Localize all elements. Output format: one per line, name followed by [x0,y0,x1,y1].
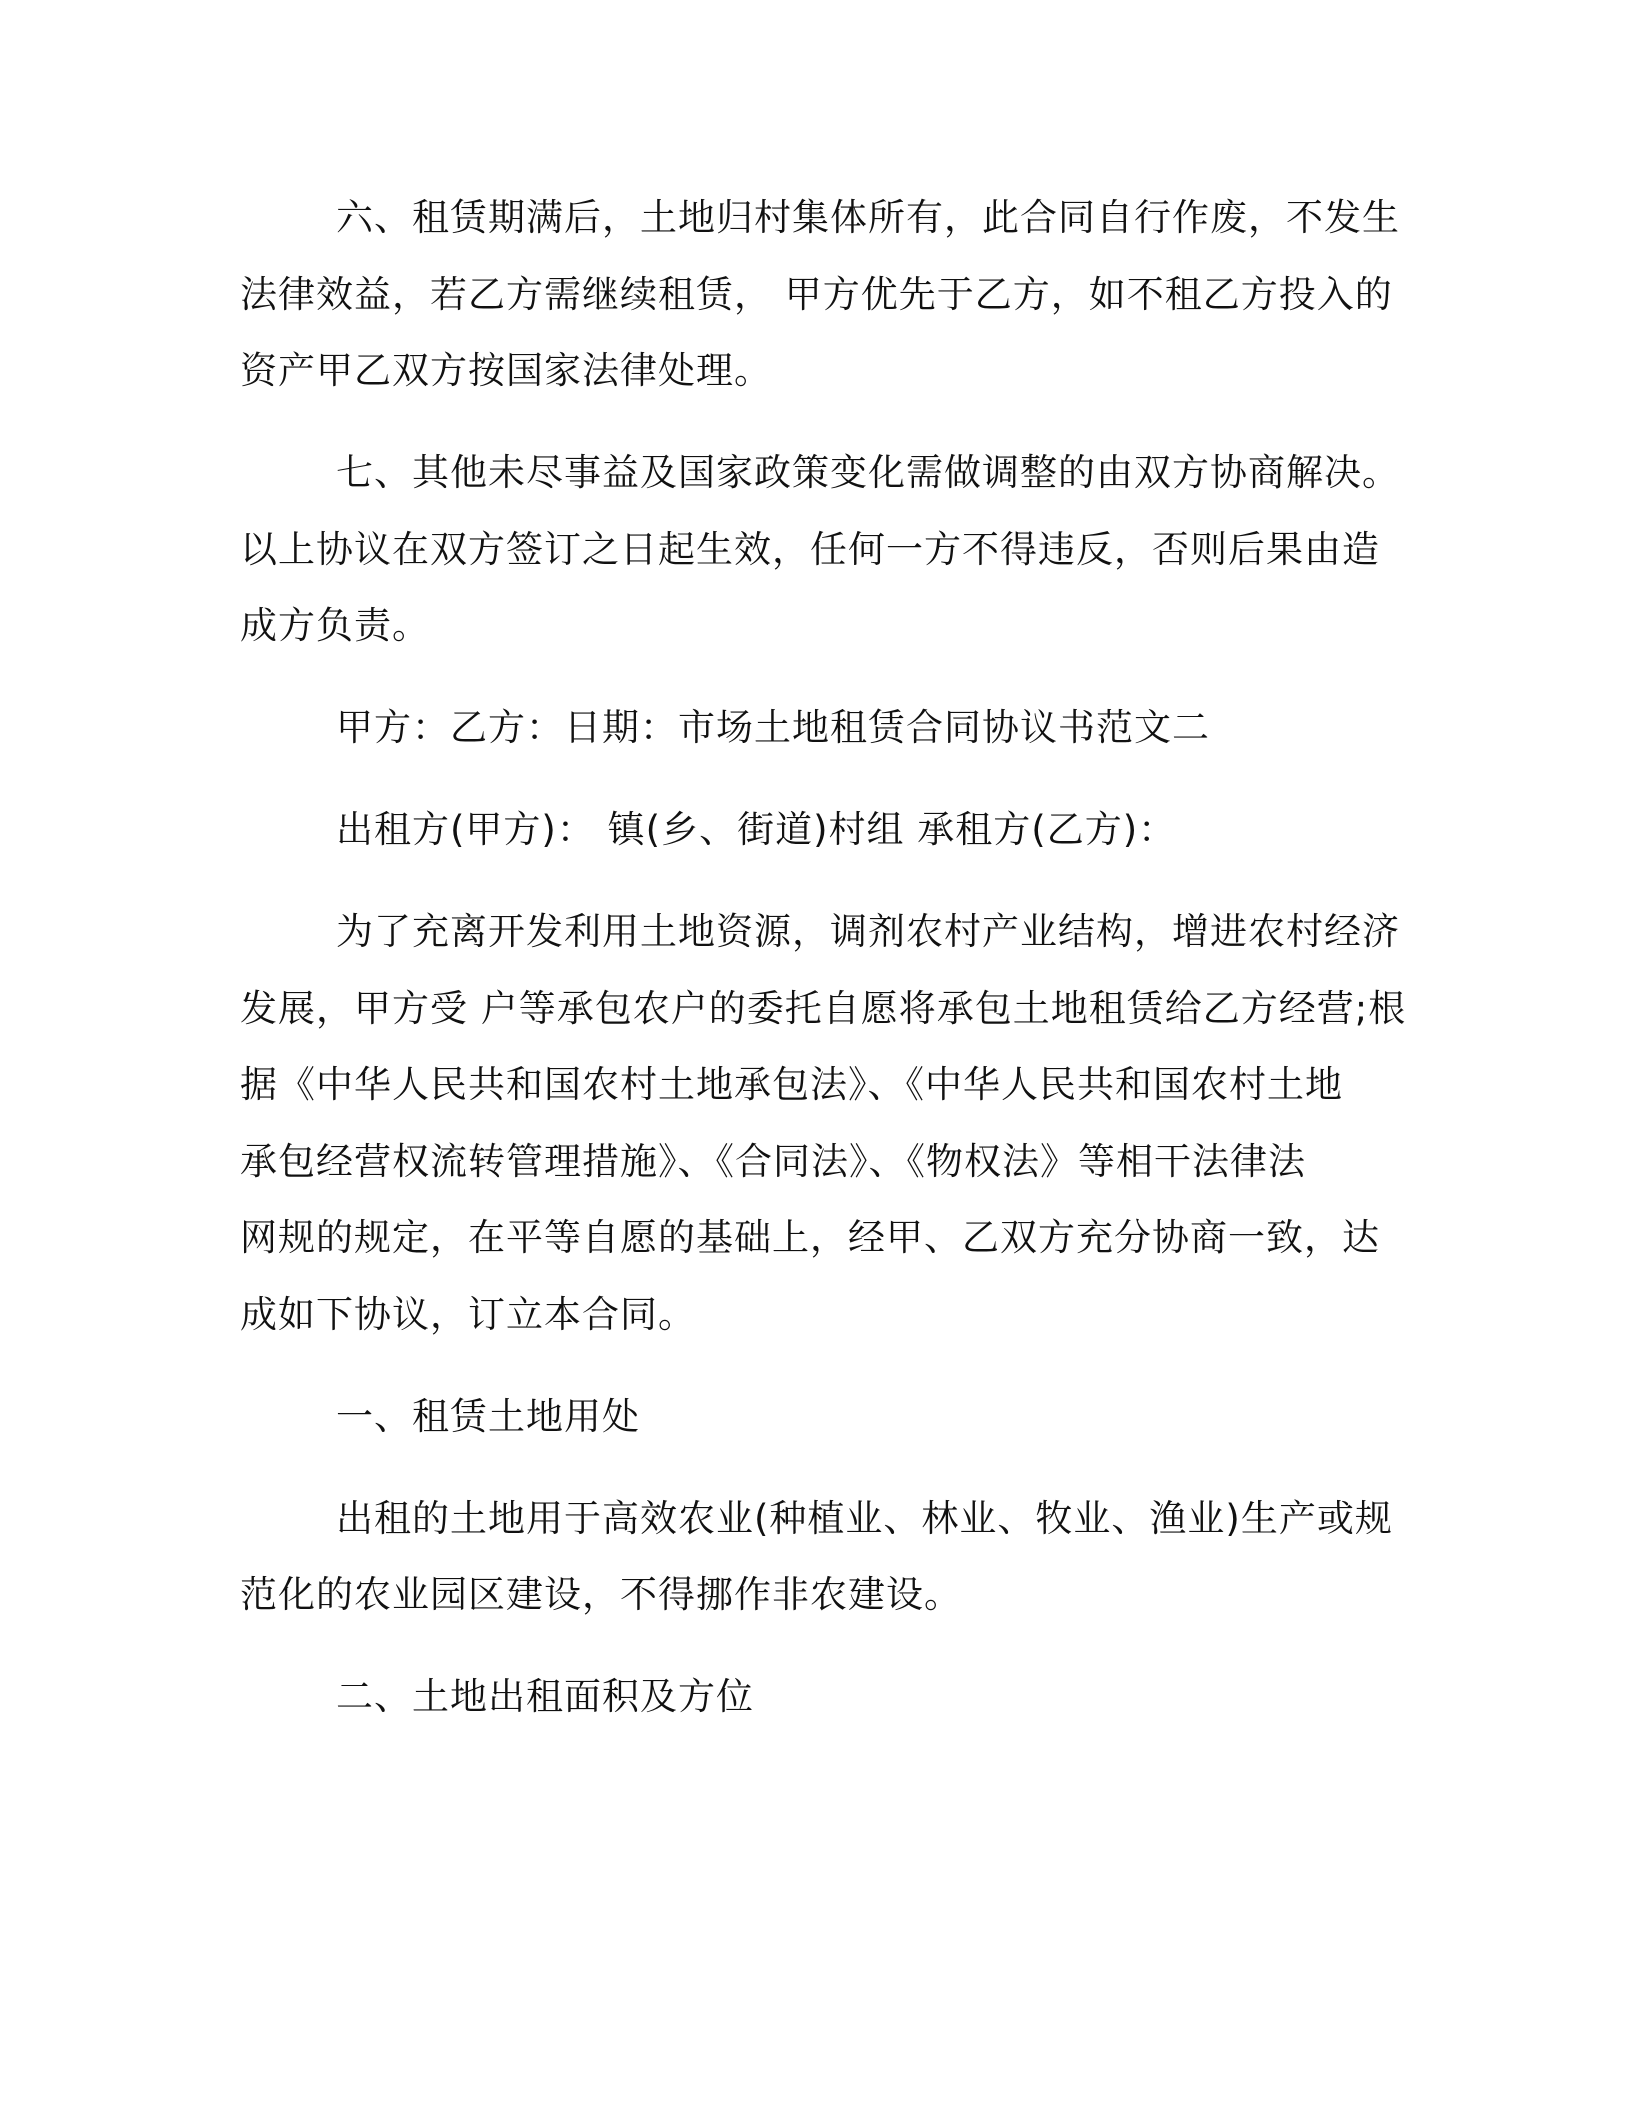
section-one-heading: 一、租赁土地用处 [336,1395,640,1438]
signature-line: 甲方：乙方：日期：市场土地租赁合同协议书范文二 [336,706,1210,749]
clause-seven-line-3: 成方负责。 [240,604,430,647]
clause-six-line-1: 六、租赁期满后，土地归村集体所有，此合同自行作废，不发生 [336,196,1400,239]
section-two-heading: 二、土地出租面积及方位 [336,1675,754,1718]
section-one-line-1: 出租的土地用于高效农业(种植业、林业、牧业、渔业)生产或规 [336,1497,1393,1540]
section-one-line-2: 范化的农业园区建设，不得挪作非农建设。 [240,1573,962,1616]
preamble-line-3: 据《中华人民共和国农村土地承包法》、《中华人民共和国农村土地 [240,1063,1343,1106]
preamble-line-5: 网规的规定，在平等自愿的基础上，经甲、乙双方充分协商一致，达 [240,1216,1380,1259]
clause-six-line-3: 资产甲乙双方按国家法律处理。 [240,349,772,392]
preamble-line-4: 承包经营权流转管理措施》、《合同法》、《物权法》等相干法律法 [240,1140,1306,1183]
clause-seven-line-1: 七、其他未尽事益及国家政策变化需做调整的由双方协商解决。 [336,451,1400,494]
clause-seven-line-2: 以上协议在双方签订之日起生效，任何一方不得违反，否则后果由造 [240,528,1380,571]
clause-six-line-2: 法律效益，若乙方需继续租赁， 甲方优先于乙方，如不租乙方投入的 [240,273,1393,316]
preamble-line-1: 为了充离开发利用土地资源，调剂农村产业结构，增进农村经济 [336,910,1400,953]
parties-line: 出租方(甲方)： 镇(乡、街道)村组 承租方(乙方)： [336,808,1177,851]
preamble-line-6: 成如下协议，订立本合同。 [240,1293,696,1336]
preamble-line-2: 发展，甲方受 户等承包农户的委托自愿将承包土地租赁给乙方经营;根 [240,987,1407,1030]
